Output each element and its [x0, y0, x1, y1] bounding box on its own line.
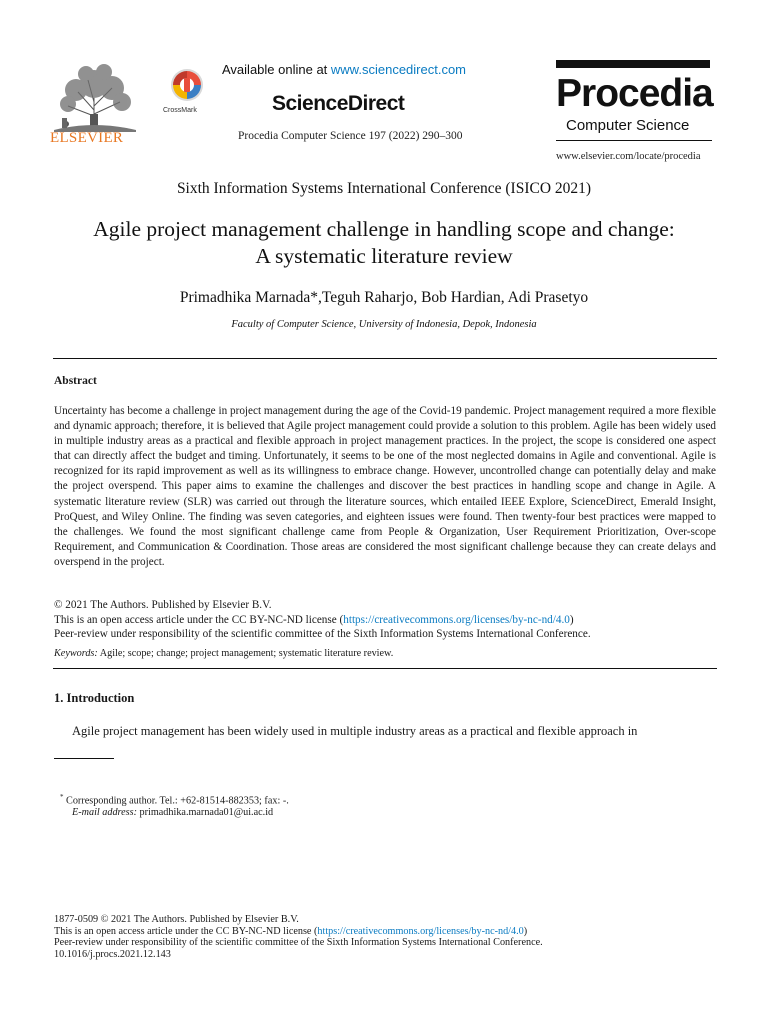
email-address[interactable]: primadhika.marnada01@ui.ac.id — [137, 807, 274, 818]
journal-url-link[interactable]: www.elsevier.com/locate/procedia — [556, 151, 701, 162]
footer-license-suffix: ) — [523, 925, 528, 937]
keywords-label: Keywords: — [54, 648, 98, 659]
available-prefix: Available online at — [222, 62, 331, 77]
footer-peer-review: Peer-review under responsibility of the scientific committee of the Sixth Information Systems International Conference. — [54, 937, 543, 949]
paper-title — [0, 216, 768, 270]
procedia-subtitle: Computer Science — [566, 117, 690, 134]
procedia-divider — [556, 140, 712, 141]
authors: Primadhika Marnada*,Teguh Raharjo, Bob Hardian, Adi Prasetyo — [179, 289, 589, 306]
title-line-2: A systematic literature review — [255, 244, 513, 268]
keywords-list: Agile; scope; change; project management; systematic literature review. — [97, 648, 394, 659]
license-prefix: This is an open access article under the CC BY-NC-ND license ( — [54, 613, 344, 626]
page-footer — [54, 914, 734, 960]
crossmark-label: CrossMark — [163, 107, 197, 114]
footer-license — [54, 926, 734, 938]
footnote-email — [72, 807, 273, 818]
elsevier-wordmark: ELSEVIER — [50, 130, 124, 146]
copyright-line: © 2021 The Authors. Published by Elsevier B.V. — [54, 599, 272, 611]
footer-license-link[interactable]: https://creativecommons.org/licenses/by-nc-nd/4.0 — [317, 925, 524, 937]
sciencedirect-wordmark: ScienceDirect — [272, 92, 405, 115]
footnote-author-text: Corresponding author. Tel.: +62-81514-882353; fax: -. — [63, 795, 289, 807]
footnote-marker: * — [60, 793, 64, 801]
procedia-top-bar — [556, 60, 710, 68]
procedia-wordmark: Procedia — [556, 72, 713, 115]
footer-license-prefix: This is an open access article under the CC BY-NC-ND license ( — [54, 925, 318, 937]
footer-issn: 1877-0509 © 2021 The Authors. Published by Elsevier B.V. — [54, 914, 299, 925]
license-suffix: ) — [569, 613, 574, 626]
available-online — [222, 62, 466, 77]
abstract-bottom-rule — [53, 668, 717, 669]
license-link[interactable]: https://creativecommons.org/licenses/by-nc-nd/4.0 — [343, 613, 570, 626]
abstract-body: Uncertainty has become a challenge in project management during the age of the Covid-19 pandemic. Project management required a more flexible and dynamic approach; therefore, it is believed that Agile project management could provide a solution to this problem. Agile has been widely used in multiple industry areas as a practical and flexible approach in project management practices. In the project, the scope is considered one aspect that can directly affect the budget and timing. Unfortunately, it seems to be one of the most neglected domains in Agile and conventional. Agile is recognized for its rapid improvement as well as its willingness to embrace change. However, uncontrolled change can potentially delay and make the project overspend. This paper aims to examine the challenges and discover the best practices in handling scope and change in Agile. A systematic literature review (SLR) was carried out through the literature sources, which entailed IEEE Explore, ScienceDirect, Emerald Insight, ProQuest, and Wiley Online. The finding was seven categories, and eighteen issues were found. Then twenty-four best practices were mapped to the challenges. We found the most significant challenge came from People & Organization, User Requirement Prioritization, Over-scope Requirement, and Communication & Coordination. Those areas are considered the most significant challenge because they can create delays and overspend in the project. — [54, 405, 716, 568]
peer-review-line: Peer-review under responsibility of the scientific committee of the Sixth Information Systems International Conference. — [54, 628, 591, 640]
abstract-top-rule — [53, 358, 717, 359]
footnote-rule — [54, 758, 114, 759]
sciencedirect-link[interactable]: www.sciencedirect.com — [330, 62, 467, 77]
abstract-heading: Abstract — [54, 375, 97, 387]
footnote-author — [60, 793, 289, 806]
journal-citation: Procedia Computer Science 197 (2022) 290–300 — [238, 130, 463, 142]
introduction-text: Agile project management has been widely used in multiple industry areas as a practical and flexible approach in — [72, 724, 638, 738]
copyright-block — [54, 598, 718, 642]
footer-doi[interactable]: 10.1016/j.procs.2021.12.143 — [54, 948, 171, 960]
keywords — [54, 648, 393, 659]
email-label: E-mail address: — [72, 807, 137, 818]
title-line-1: Agile project management challenge in handling scope and change: — [93, 217, 675, 241]
introduction-heading: 1. Introduction — [54, 691, 135, 705]
affiliation: Faculty of Computer Science, University of Indonesia, Depok, Indonesia — [231, 319, 537, 330]
license-line — [54, 613, 718, 628]
conference-name: Sixth Information Systems International Conference (ISICO 2021) — [176, 180, 592, 197]
crossmark-icon[interactable] — [170, 68, 204, 102]
